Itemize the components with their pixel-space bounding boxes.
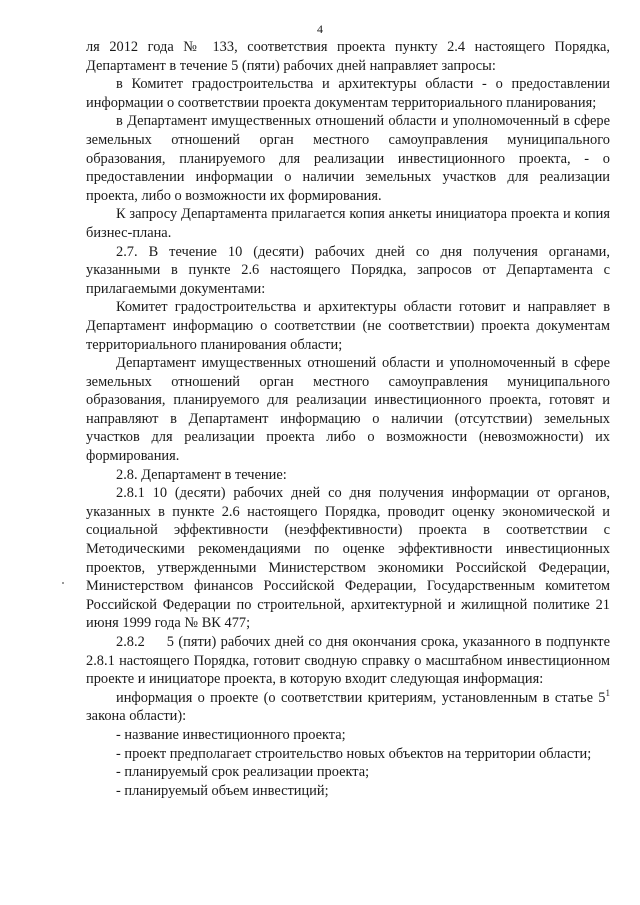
paragraph-attachments: К запросу Департамента прилагается копия анкеты инициатора проекта и копия бизнес-плана. <box>86 206 610 241</box>
bullet-item: - планируемый срок реализации проекта; <box>116 764 370 781</box>
info-intro-text: информация о проекте (о соответствии критериям, установленным в статье 5 <box>116 689 606 706</box>
paragraph-2-8-2-text: 5 (пяти) рабочих дней со дня окончания срока, указанного в подпункте 2.8.1 настоящего Порядка, готовит сводную справку о масштабном инвестиционном проекте и инициаторе проекта, в которую входит следующая информация: <box>86 634 610 688</box>
paragraph-2-7: 2.7. В течение 10 (десяти) рабочих дней со дня получения органами, указанными в пункте 2.6 настоящего Порядка, запросов от Департамента с прилагаемыми документами: <box>86 243 610 297</box>
paragraph-2-8: 2.8. Департамент в течение: <box>116 466 287 483</box>
paragraph-committee-reply: Комитет градостроительства и архитектуры области готовит и направляет в Департамент информацию о соответствии (не соответствии) проекта документам территориального планирования области; <box>86 299 610 353</box>
paragraph-request-committee: в Комитет градостроительства и архитектуры области - о предоставлении информации о соответствии проекта документам территориального планирования; <box>86 76 610 111</box>
paragraph-request-department: в Департамент имущественных отношений области и уполномоченный в сфере земельных отношений орган местного самоуправления муниципального образования, планируемого для реализации инвестиционного проекта, - о предоставлении информации о наличии земельных участков для реализации проекта, либо о возможности их формирования. <box>86 113 610 204</box>
bullet-item: - планируемый объем инвестиций; <box>116 782 329 799</box>
document-body <box>86 38 610 800</box>
info-intro-tail: закона области): <box>86 708 187 725</box>
bullet-item: - название инвестиционного проекта; <box>116 726 346 743</box>
margin-mark <box>62 582 64 584</box>
bullet-item: - проект предполагает строительство новых объектов на территории области; <box>116 745 592 762</box>
info-intro-superscript: 1 <box>605 687 610 698</box>
paragraph-2-8-2-number: 2.8.2 <box>116 634 145 650</box>
paragraph-2-8-2 <box>86 633 610 689</box>
paragraph-2-8-1: 2.8.1 10 (десяти) рабочих дней со дня получения информации от органов, указанных в пункте 2.6 настоящего Порядка, проводит оценку экономической и социальной эффективности (неэффективности) проекта в соответствии с Методическими рекомендациями по оценке эффективности инвестиционных проектов, утвержденными Министерством экономики Российской Федерации, Министерством финансов Российской Федерации, Государственным комитетом Российской Федерации по строительной, архитектурной и жилищной политике 21 июня 1999 года № ВК 477; <box>86 485 610 632</box>
paragraph-info-intro <box>86 689 610 726</box>
paragraph-department-reply: Департамент имущественных отношений области и уполномоченный в сфере земельных отношений орган местного самоуправления муниципального образования, планируемого для реализации инвестиционного проекта, готовят и направляют в Департамент информацию о наличии (отсутствии) земельных участков для реализации проекта либо о возможности (невозможности) их формирования. <box>86 355 610 465</box>
paragraph-continuation: ля 2012 года № 133, соответствия проекта пункту 2.4 настоящего Порядка, Департамент в течение 5 (пяти) рабочих дней направляет запросы: <box>86 39 610 74</box>
page-number: 4 <box>317 22 323 36</box>
